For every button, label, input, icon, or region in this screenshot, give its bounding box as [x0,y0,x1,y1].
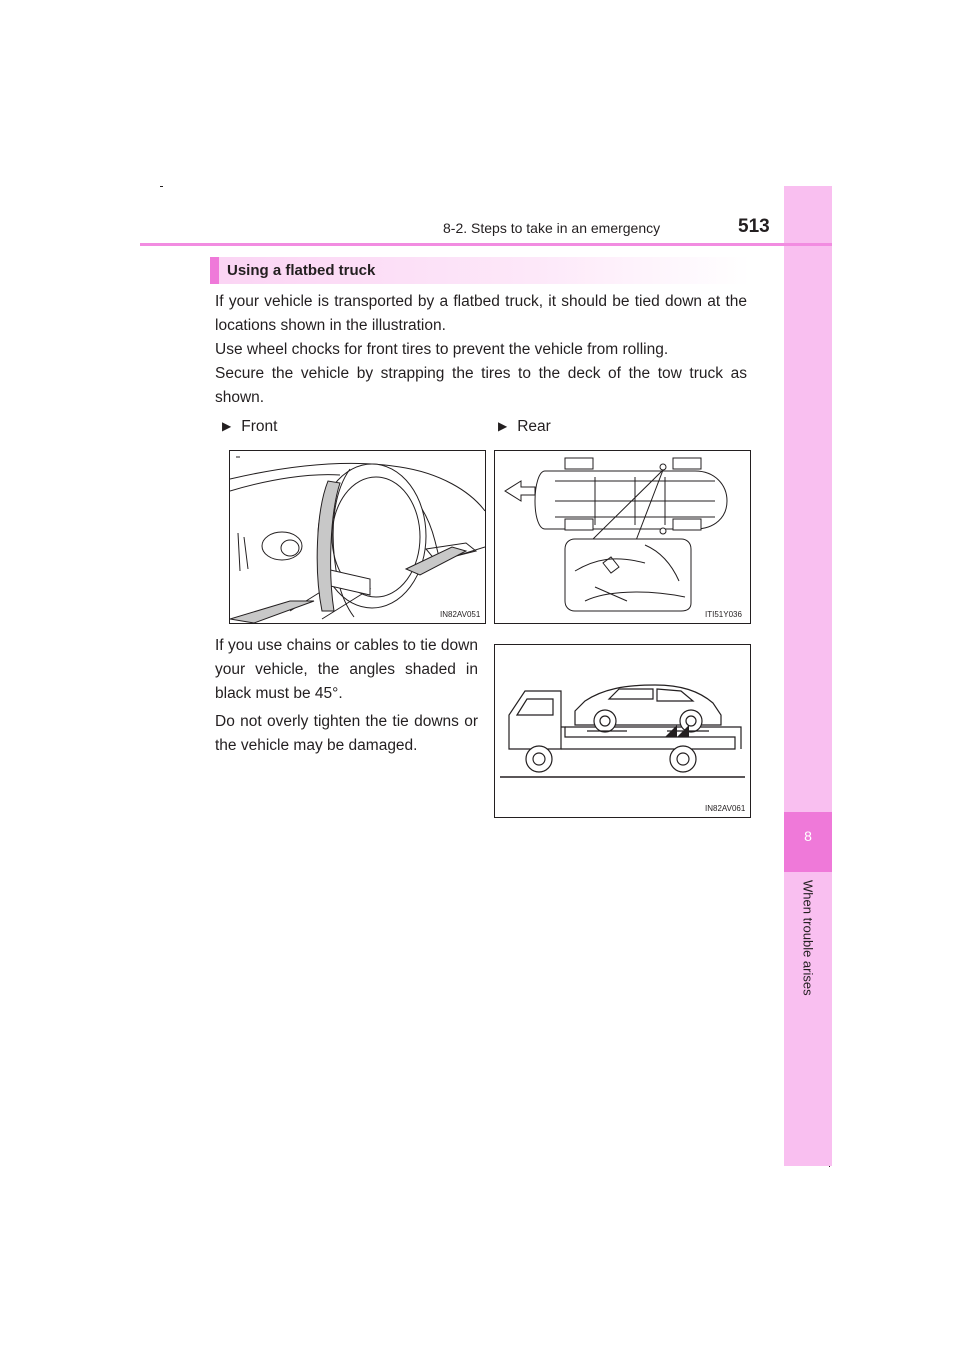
page-number: 513 [738,216,770,237]
chapter-number: 8 [804,828,812,844]
front-tire-strap-figure [229,450,486,624]
rear-underbody-illustration [495,451,750,623]
paragraph: Use wheel chocks for front tires to prevent the vehicle from rolling. [215,341,669,358]
paragraph: If your vehicle is transported by a flatbed truck, it should be tied down at the locations shown in the illustration. [215,293,747,334]
section-heading: Using a flatbed truck [227,262,376,279]
note-paragraph: Do not overly tighten the tie downs or the vehicle may be damaged. [215,713,478,754]
chapter-side-tab [784,186,832,1166]
flatbed-truck-illustration [495,645,750,817]
rear-label-text: Rear [517,418,551,435]
crop-mark [160,186,163,187]
triangle-right-icon: ▶ [498,419,508,433]
rear-tie-down-figure [494,450,751,624]
heading-accent [210,257,219,284]
triangle-right-icon: ▶ [222,419,232,433]
truck-figure-code: IN82AV061 [705,804,746,813]
paragraph: Secure the vehicle by strapping the tires to the deck of the tow truck as shown. [215,365,747,406]
rear-label [498,418,551,436]
front-tire-illustration [230,451,485,623]
header-rule [140,243,832,246]
front-label-text: Front [241,418,278,435]
section-title: 8-2. Steps to take in an emergency [443,220,661,236]
rear-figure-code: ITI51Y036 [705,610,742,619]
front-label [222,418,277,436]
flatbed-truck-figure [494,644,751,818]
chapter-title: When trouble arises [800,880,816,996]
note-paragraph: If you use chains or cables to tie down your vehicle, the angles shaded in black must be 45°. [215,637,478,702]
front-figure-code: IN82AV051 [440,610,481,619]
